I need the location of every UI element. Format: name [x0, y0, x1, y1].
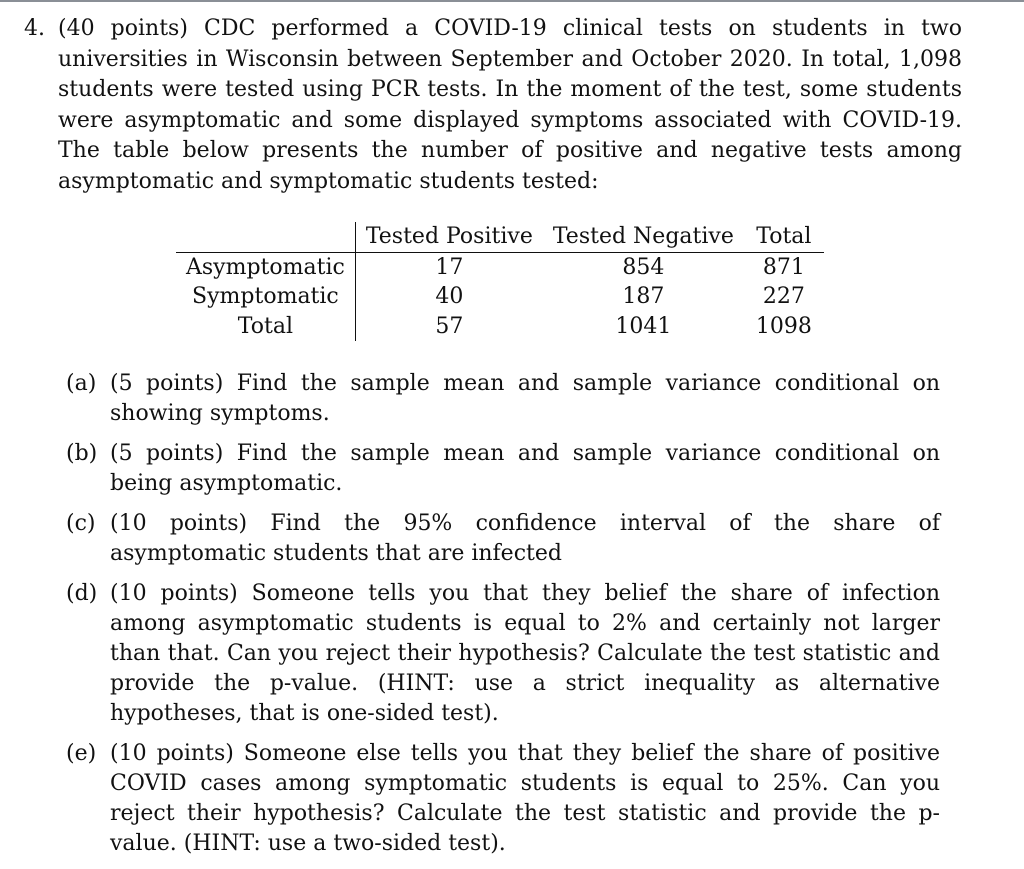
table-header-row [176, 222, 824, 252]
problem-number: 4. [24, 16, 45, 41]
cell-total: 871 [762, 254, 805, 280]
question-part-d [66, 579, 940, 729]
part-letter: (e) [66, 741, 97, 766]
question-parts [66, 369, 940, 869]
row-label: Total [176, 312, 355, 342]
part-letter: (c) [66, 511, 96, 536]
part-letter: (b) [66, 441, 98, 466]
cell-total: 227 [762, 284, 805, 309]
part-text: (5 points) Find the sample mean and sample variance conditional on showing symptoms. [110, 371, 940, 426]
header-tested-negative: Tested Negative [543, 222, 744, 252]
problem-block [24, 14, 1004, 197]
table-row [176, 312, 824, 342]
cell-total: 1098 [755, 313, 812, 339]
cell-positive: 57 [435, 313, 464, 339]
covid-test-table [176, 222, 824, 341]
problem-intro: (40 points) CDC performed a COVID-19 clinical tests on students in two universities in Wisconsin between September and October 2020. In total, 1,098 students were tested using PCR tests. In the moment of the test, some students were asymptomatic and some displayed symptoms associated with COVID-19. The table below presents the number of positive and negative tests among asymptomatic and symptomatic students tested: [58, 16, 962, 194]
part-text: (5 points) Find the sample mean and sample variance conditional on being asymptomatic. [110, 441, 940, 496]
part-text: (10 points) Someone tells you that they belief the share of infection among asymptomatic students is equal to 2% and certainly not larger than that. Can you reject their hypothesis? Calculate the test statistic and provide the p-value. (HINT: use a strict inequality as alternative hypotheses, that is one-sided test). [110, 581, 940, 726]
table-row [176, 252, 824, 282]
part-text: (10 points) Someone else tells you that they belief the share of positive COVID cases among symptomatic students is equal to 25%. Can you reject their hypothesis? Calculate the test statistic and provide the p-value. (HINT: use a two-sided test). [110, 741, 940, 856]
table-corner-cell [176, 222, 355, 252]
header-tested-positive: Tested Positive [355, 222, 543, 252]
question-part-e [66, 739, 940, 859]
cell-positive: 17 [435, 254, 464, 280]
table-row [176, 282, 824, 312]
part-letter: (d) [66, 581, 98, 606]
cell-negative: 854 [622, 254, 665, 280]
question-part-b [66, 439, 940, 499]
top-divider [0, 0, 1024, 2]
cell-negative: 1041 [615, 313, 672, 339]
question-part-a [66, 369, 940, 429]
header-total: Total [744, 222, 824, 252]
part-letter: (a) [66, 371, 97, 396]
part-text: (10 points) Find the 95% confidence interval of the share of asymptomatic students that are infected [110, 511, 940, 566]
cell-positive: 40 [435, 284, 464, 309]
row-label: Symptomatic [176, 282, 355, 312]
row-label: Asymptomatic [176, 252, 355, 282]
cell-negative: 187 [622, 284, 665, 309]
question-part-c [66, 509, 940, 569]
